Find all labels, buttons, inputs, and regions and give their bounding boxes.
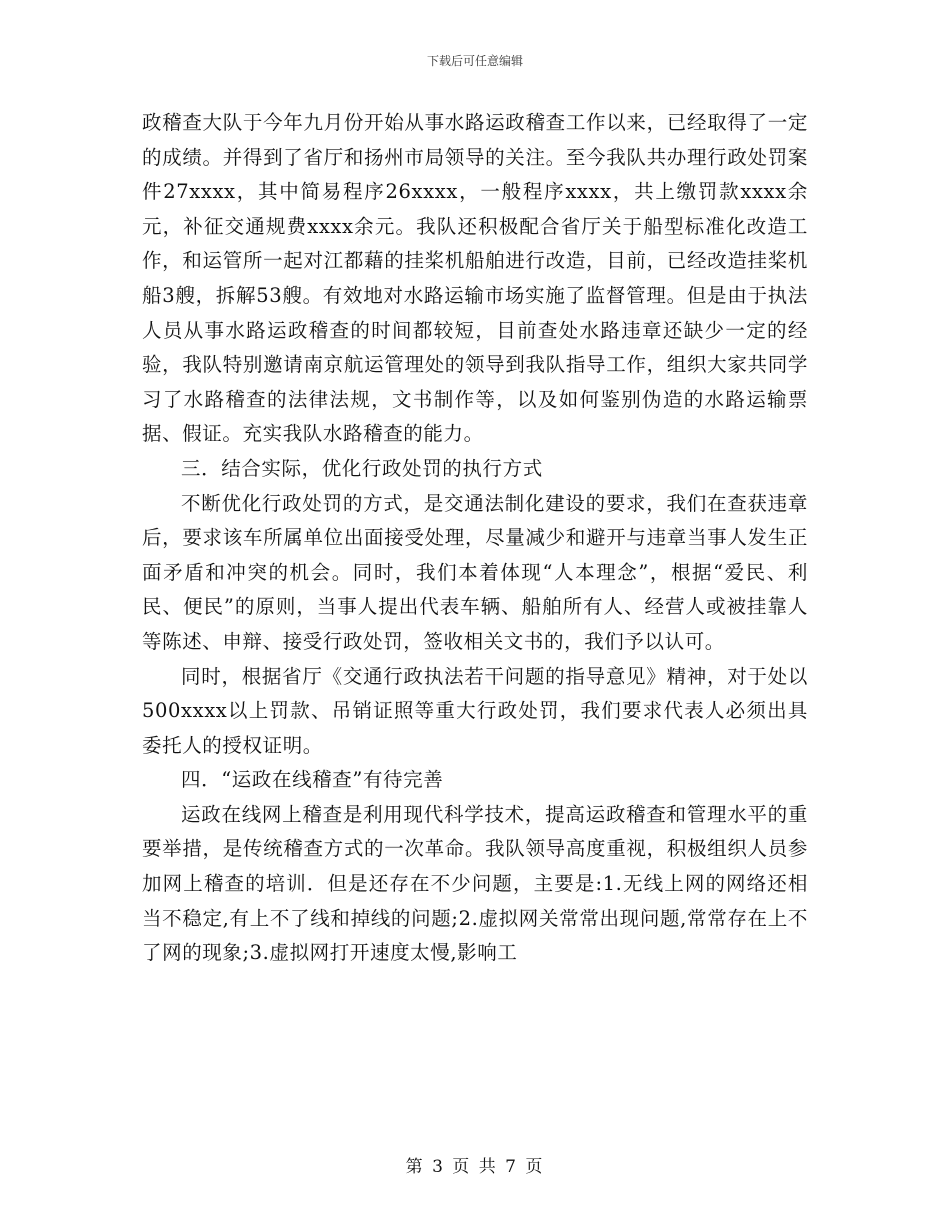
document-body (142, 106, 808, 971)
paragraph-penalty-methods: 不断优化行政处罚的方式，是交通法制化建设的要求，我们在查获违章后，要求该车所属单位出面接受处理，尽量减少和避开与违章当事人发生正面矛盾和冲突的机会。同时，我们本着体现“人本理念”，根据“爱民、利民、便民”的原则，当事人提出代表车辆、船舶所有人、经营人或被挂靠人等陈述、申辩、接受行政处罚，签收相关文书的，我们予以认可。 (142, 491, 808, 653)
header-note: 下载后可任意编辑 (426, 54, 523, 68)
paragraph-authorization: 同时，根据省厅《交通行政执法若干问题的指导意见》精神，对于处以500xxxx以上罚款、吊销证照等重大行政处罚，我们要求代表人必须出具委托人的授权证明。 (142, 664, 808, 757)
section-heading-3: 三．结合实际，优化行政处罚的执行方式 (181, 456, 543, 480)
paragraph-online-inspection: 运政在线网上稽查是利用现代科学技术，提高运政稽查和管理水平的重要举措，是传统稽查方式的一次革命。我队领导高度重视，积极组织人员参加网上稽查的培训．但是还存在不少问题，主要是:1.无线上网的网络还相当不稳定,有上不了线和掉线的问题;2.虚拟网关常常出现问题,常常存在上不了网的现象;3.虚拟网打开速度太慢,影响工 (142, 802, 808, 965)
paragraph-continued: 政稽查大队于今年九月份开始从事水路运政稽查工作以来，已经取得了一定的成绩。并得到了省厅和扬州市局领导的关注。至今我队共办理行政处罚案件27xxxx，其中简易程序26xxxx，一般程序xxxx，共上缴罚款xxxx余元，补征交通规费xxxx余元。我队还积极配合省厅关于船型标准化改造工作，和运管所一起对江都藉的挂桨机船舶进行改造，目前，已经改造挂桨机船3艘，拆解53艘。有效地对水路运输市场实施了监督管理。但是由于执法人员从事水路运政稽查的时间都较短，目前查处水路违章还缺少一定的经验，我队特别邀请南京航运管理处的领导到我队指导工作，组织大家共同学习了水路稽查的法律法规，文书制作等，以及如何鉴别伪造的水路运输票据、假证。充实我队水路稽查的能力。 (142, 111, 808, 446)
page-footer: 第 3 页 共 7 页 (405, 1157, 545, 1177)
section-heading-4: 四．“运政在线稽查”有待完善 (181, 768, 444, 792)
